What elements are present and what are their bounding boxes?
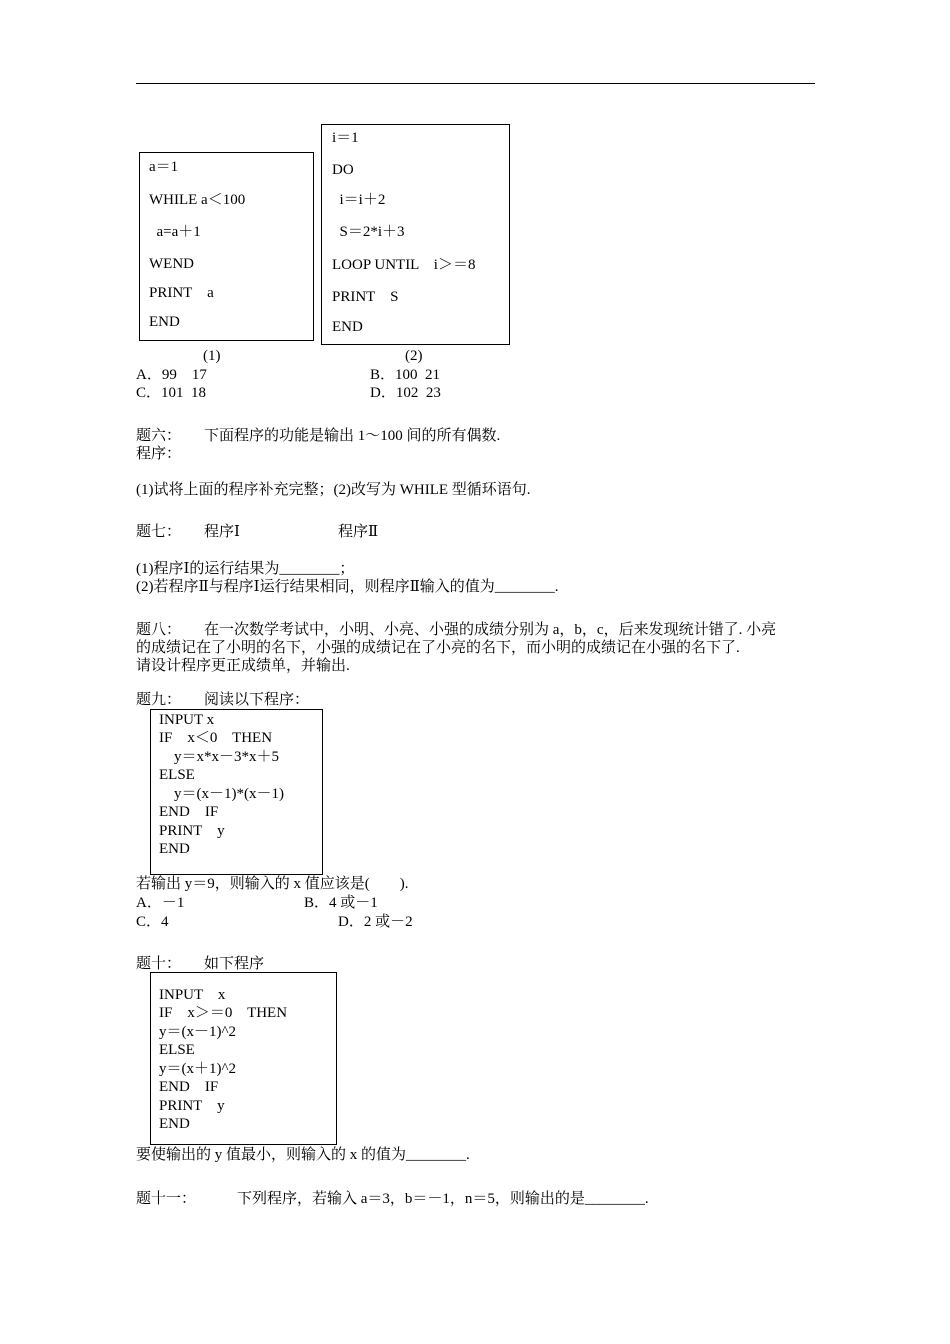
code-line: y＝(x－1)*(x－1) <box>159 786 284 802</box>
question-9-option-d: D．2 或－2 <box>338 914 413 930</box>
code-line: END <box>159 841 190 857</box>
code-line: i＝i＋2 <box>332 192 386 208</box>
code-line: END IF <box>159 804 219 820</box>
question-10-text: 如下程序 <box>204 956 265 972</box>
code-line: END <box>149 314 180 330</box>
question-10-title: 题十： <box>136 956 182 972</box>
code-line: INPUT x <box>159 712 215 728</box>
question-9-option-b: B．4 或－1 <box>304 895 378 911</box>
code-line: END IF <box>159 1079 219 1095</box>
code-line: DO <box>332 162 354 178</box>
question-6-text: 下面程序的功能是输出 1～100 间的所有偶数. <box>204 428 501 444</box>
code-line: ELSE <box>159 767 195 783</box>
code-line: WEND <box>149 256 194 272</box>
header-rule <box>136 83 815 84</box>
question-6-sub: (1)试将上面的程序补充完整；(2)改写为 WHILE 型循环语句. <box>136 482 531 498</box>
code-line: WHILE a＜100 <box>149 192 246 208</box>
code-line: LOOP UNTIL i＞＝8 <box>332 257 476 273</box>
question-6-title: 题六： <box>136 428 182 444</box>
code-line: y＝(x＋1)^2 <box>159 1061 237 1077</box>
program-box-2 <box>321 124 510 345</box>
code-line: PRINT a <box>149 285 214 301</box>
question-9-text: 阅读以下程序： <box>204 692 310 708</box>
code-line: i＝1 <box>332 130 359 146</box>
option-c: C．101 18 <box>136 385 207 401</box>
question-11-title: 题十一： <box>136 1191 197 1207</box>
code-line: ELSE <box>159 1042 195 1058</box>
question-7-title: 题七： <box>136 524 182 540</box>
code-line: PRINT y <box>159 1098 225 1114</box>
question-9-option-c: C．4 <box>136 914 169 930</box>
code-line: a＝1 <box>149 159 179 175</box>
program-box-1 <box>139 152 314 341</box>
question-11-text: 下列程序，若输入 a＝3，b＝－1，n＝5，则输出的是________. <box>237 1191 649 1207</box>
question-8-line-2: 的成绩记在了小明的名下，小强的成绩记在了小亮的名下，而小明的成绩记在小强的名下了. <box>136 640 740 656</box>
question-7-sub-1: (1)程序Ⅰ的运行结果为________； <box>136 561 355 577</box>
question-9-question: 若输出 y＝9，则输入的 x 值应该是( ). <box>136 876 409 892</box>
code-line: IF x＜0 THEN <box>159 730 273 746</box>
figure-caption-2: (2) <box>405 348 423 364</box>
code-line: y＝(x－1)^2 <box>159 1024 237 1040</box>
code-line: y＝x*x－3*x＋5 <box>159 749 280 765</box>
code-line: a=a＋1 <box>149 224 201 240</box>
question-8-title: 题八： <box>136 622 182 638</box>
option-d: D．102 23 <box>370 385 441 401</box>
question-7-sub-2: (2)若程序Ⅱ与程序Ⅰ运行结果相同，则程序Ⅱ输入的值为________. <box>136 579 559 595</box>
code-line: END <box>159 1116 190 1132</box>
question-7-program-2: 程序Ⅱ <box>338 524 379 540</box>
question-6-label: 程序： <box>136 446 182 462</box>
question-9-code-box <box>150 709 323 875</box>
question-8-line-1: 在一次数学考试中，小明、小亮、小强的成绩分别为 a，b，c，后来发现统计错了. 小亮 <box>204 622 777 638</box>
question-8-line-3: 请设计程序更正成绩单，并输出. <box>136 658 350 674</box>
question-10-question: 要使输出的 y 值最小，则输入的 x 的值为________. <box>136 1147 470 1163</box>
code-line: END <box>332 319 363 335</box>
code-line: PRINT S <box>332 289 399 305</box>
question-10-code-box <box>150 972 337 1145</box>
option-b: B．100 21 <box>370 367 441 383</box>
code-line: S＝2*i＋3 <box>332 224 405 240</box>
figure-caption-1: (1) <box>203 348 221 364</box>
code-line: INPUT x <box>159 987 226 1003</box>
code-line: IF x＞＝0 THEN <box>159 1005 288 1021</box>
question-9-title: 题九： <box>136 692 182 708</box>
question-9-option-a: A．－1 <box>136 895 185 911</box>
code-line: PRINT y <box>159 823 225 839</box>
option-a: A．99 17 <box>136 367 207 383</box>
question-7-program-1: 程序Ⅰ <box>204 524 240 540</box>
